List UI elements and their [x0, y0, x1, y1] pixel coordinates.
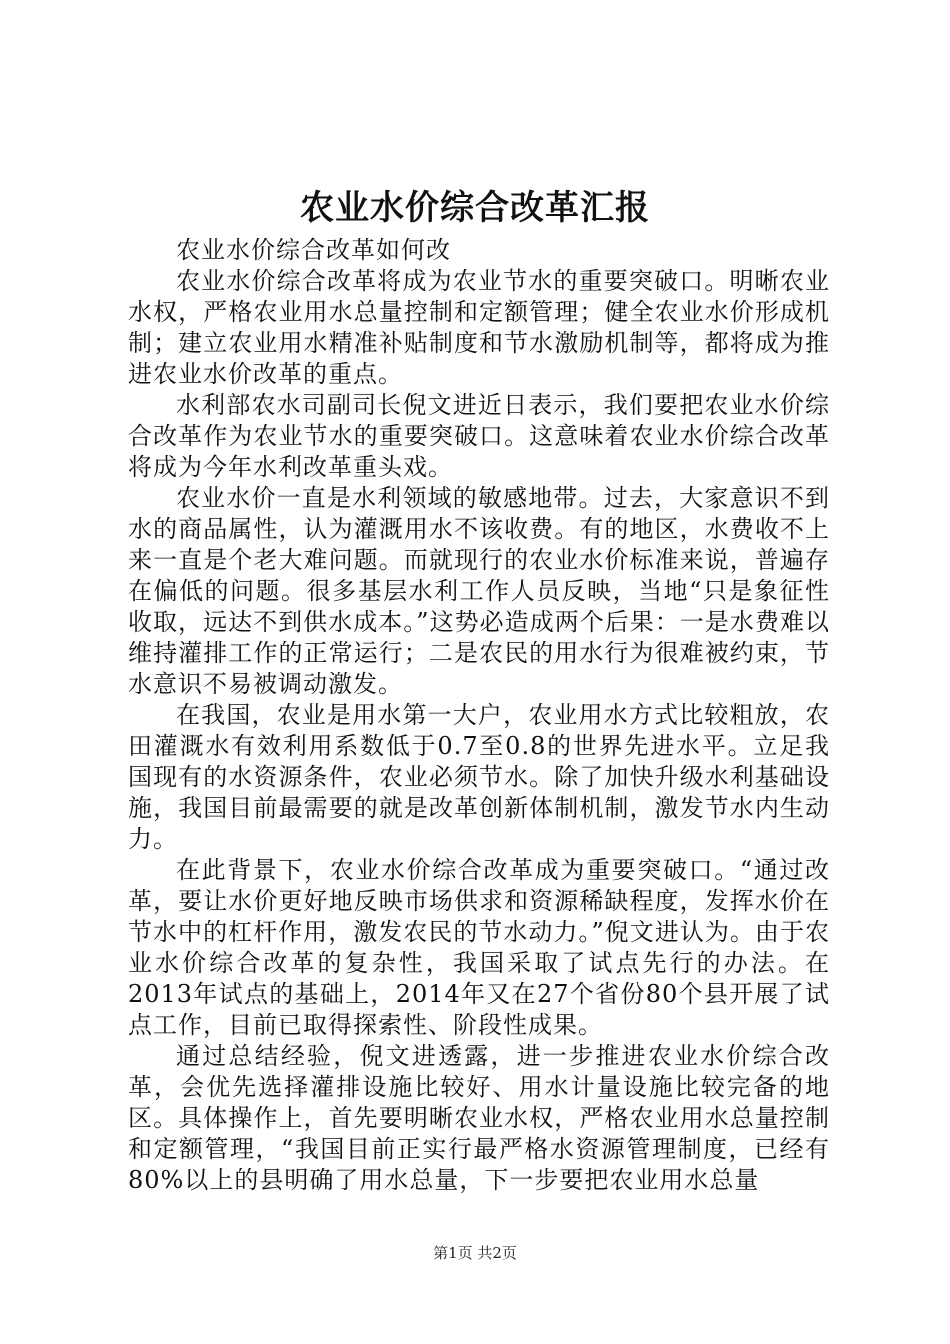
body-paragraph: 水利部农水司副司长倪文进近日表示，我们要把农业水价综合改革作为农业节水的重要突破口。这意味着农业水价综合改革将成为今年水利改革重头戏。 — [128, 391, 830, 481]
body-paragraph: 农业水价综合改革将成为农业节水的重要突破口。明晰农业水权，严格农业用水总量控制和定额管理；健全农业水价形成机制；建立农业用水精准补贴制度和节水激励机制等，都将成为推进农业水价改革的重点。 — [128, 267, 830, 388]
body-paragraph: 农业水价综合改革如何改 — [176, 236, 451, 264]
document-body — [128, 235, 830, 1196]
body-paragraph: 在此背景下，农业水价综合改革成为重要突破口。“通过改革，要让水价更好地反映市场供求和资源稀缺程度，发挥水价在节水中的杠杆作用，激发农民的节水动力。”倪文进认为。由于农业水价综合改革的复杂性，我国采取了试点先行的办法。在2013年试点的基础上，2014年又在27个省份80个县开展了试点工作，目前已取得探索性、阶段性成果。 — [128, 856, 830, 1039]
page-number-footer: 第1页 共2页 — [433, 1244, 517, 1262]
body-paragraph: 在我国，农业是用水第一大户，农业用水方式比较粗放，农田灌溉水有效利用系数低于0.7至0.8的世界先进水平。立足我国现有的水资源条件，农业必须节水。除了加快升级水利基础设施，我国目前最需要的就是改革创新体制机制，激发节水内生动力。 — [128, 701, 830, 853]
body-paragraph: 通过总结经验，倪文进透露，进一步推进农业水价综合改革，会优先选择灌排设施比较好、用水计量设施比较完备的地区。具体操作上，首先要明晰农业水权，严格农业用水总量控制和定额管理，“我国目前正实行最严格水资源管理制度，已经有80%以上的县明确了用水总量，下一步要把农业用水总量 — [128, 1042, 830, 1194]
document-title: 农业水价综合改革汇报 — [300, 188, 650, 228]
body-paragraph: 农业水价一直是水利领域的敏感地带。过去，大家意识不到水的商品属性，认为灌溉用水不该收费。有的地区，水费收不上来一直是个老大难问题。而就现行的农业水价标准来说，普遍存在偏低的问题。很多基层水利工作人员反映，当地“只是象征性收取，远达不到供水成本。”这势必造成两个后果：一是水费难以维持灌排工作的正常运行；二是农民的用水行为很难被约束，节水意识不易被调动激发。 — [128, 484, 830, 698]
